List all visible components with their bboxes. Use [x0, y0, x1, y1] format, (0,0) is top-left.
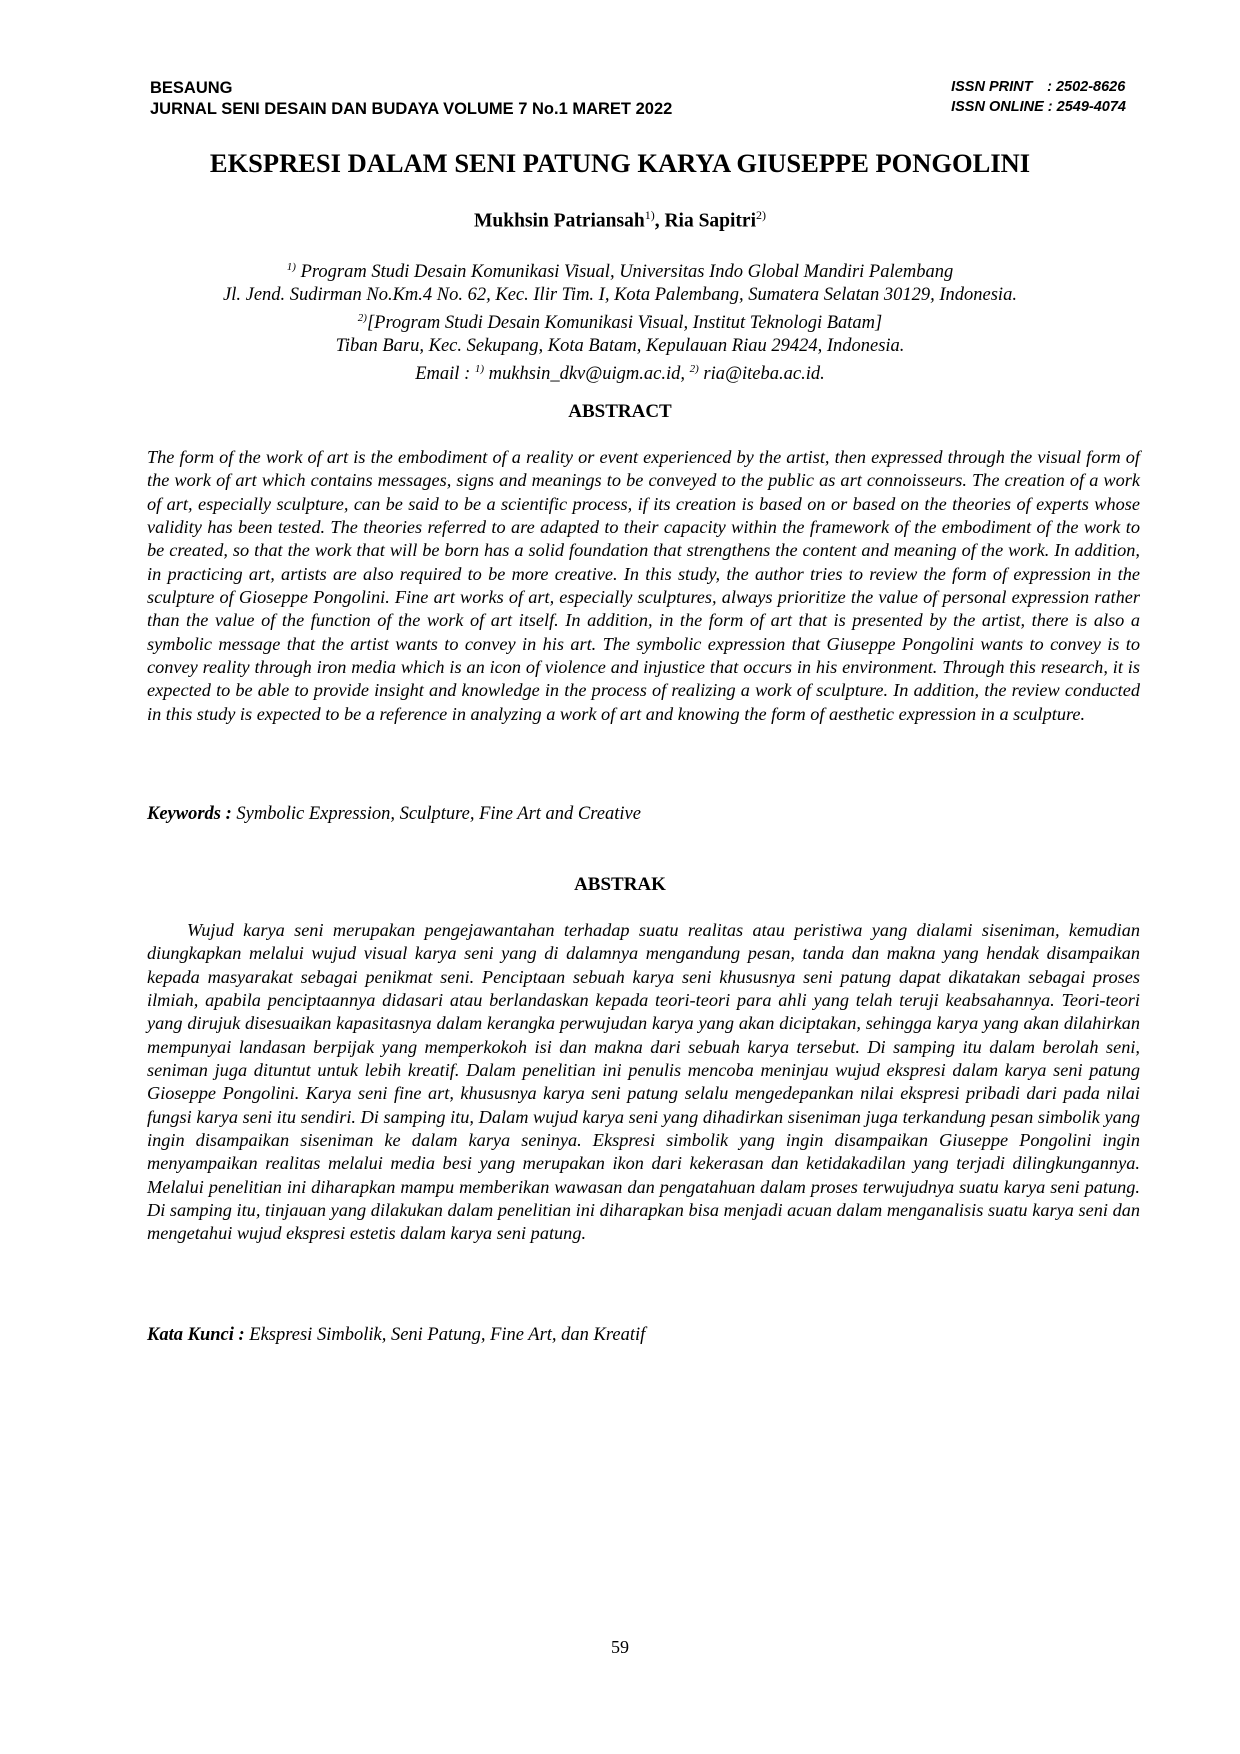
- abstrak-heading: ABSTRAK: [574, 874, 666, 895]
- email-address[interactable]: ria@iteba.ac.id.: [698, 364, 825, 385]
- kata-kunci-label: Kata Kunci :: [147, 1325, 250, 1345]
- issn-online-row: [951, 97, 1126, 117]
- keywords-label: Keywords :: [147, 804, 237, 824]
- affiliation-2-line-1: [0, 307, 1240, 335]
- issn-print-row: [951, 77, 1126, 97]
- author-affiliation-mark: 2): [756, 208, 766, 222]
- issn-print-label: ISSN PRINT: [951, 79, 1033, 95]
- author-name: Ria Sapitri: [664, 210, 756, 232]
- abstract-text: The form of the work of art is the embodiment of a reality or event experienced by the artist, then expressed through the visual form of the work of art which contains messages, signs and meanings to be conveyed to the public as art connoisseurs. The creation of a work of art, especially sculpture, can be said to be a scientific process, if its creation is based on or based on the theories of experts whose validity has been tested. The theories referred to are adapted to their capacity within the framework of the embodiment of the work to be created, so that the work that will be born has a solid foundation that strengthens the content and meaning of the work. In addition, in practicing art, artists are also required to be more creative. In this study, the author tries to review the form of expression in the sculpture of Gioseppe Pongolini. Fine art works of art, especially sculptures, always prioritize the value of personal expression rather than the value of the function of the work of art itself. In addition, in the form of art that is presented by the artist, there is also a symbolic message that the artist wants to convey in his art. The symbolic expression that Giuseppe Pongolini wants to convey is to convey reality through iron media which is an icon of violence and injustice that occurs in his environment. Through this research, it is expected to be able to provide insight and knowledge in the process of realizing a work of sculpture. In addition, the review conducted in this study is expected to be a reference in analyzing a work of art and knowing the form of aesthetic expression in a sculpture.: [147, 447, 1140, 724]
- keywords-value: Symbolic Expression, Sculpture, Fine Art and Creative: [236, 804, 641, 824]
- journal-name: BESAUNG: [150, 79, 233, 97]
- email-prefix: Email :: [415, 364, 475, 385]
- journal-volume: JURNAL SENI DESAIN DAN BUDAYA VOLUME 7 No.1 MARET 2022: [150, 100, 673, 118]
- email-mark: 2): [689, 363, 699, 376]
- affiliation-text: Program Studi Desain Komunikasi Visual, Universitas Indo Global Mandiri Palembang: [295, 262, 954, 283]
- kata-kunci-value: Ekspresi Simbolik, Seni Patung, Fine Art, dan Kreatif: [249, 1325, 646, 1345]
- abstrak-text: Wujud karya seni merupakan pengejawantahan terhadap suatu realitas atau peristiwa yang dialami siseniman, kemudian diungkapkan melalui wujud visual karya seni yang di dalamnya mengandung pesan, tanda dan makna yang hendak disampaikan kepada masyarakat sebagai penikmat seni. Penciptaan sebuah karya seni khususnya seni patung dapat dikatakan sebagai proses ilmiah, apabila penciptaannya didasari atau berlandaskan kepada teori-teori para ahli yang telah teruji keabsahannya. Teori-teori yang dirujuk disesuaikan kapasitasnya dalam kerangka perwujudan karya yang akan diciptakan, sehingga karya yang akan dilahirkan mempunyai landasan berpijak yang memperkokoh isi dan makna dari sebuah karya tersebut. Di samping itu dalam berolah seni, seniman juga dituntut untuk lebih kreatif. Dalam penelitian ini penulis mencoba meninjau wujud ekspresi dalam karya seni patung Gioseppe Pongolini. Karya seni fine art, khususnya karya seni patung selalu mengedepankan nilai ekspresi pribadi dari pada nilai fungsi karya seni itu sendiri. Di samping itu, Dalam wujud karya seni yang dihadirkan siseniman juga terkandung pesan simbolik yang ingin disampaikan siseniman ke dalam karya seninya. Ekspresi simbolik yang ingin disampaikan Giuseppe Pongolini ingin menyampaikan realitas melalui media besi yang merupakan ikon dari kekerasan dan ketidakadilan yang terjadi dilingkungannya. Melalui penelitian ini diharapkan mampu memberikan wawasan dan pengatahuan dalam proses terwujudnya suatu karya seni patung. Di samping itu, tinjauan yang dilakukan dalam penelitian ini diharapkan bisa menjadi acuan dalam menganalisis suatu karya seni dan mengetahui wujud ekspresi estetis dalam karya seni patung.: [147, 920, 1140, 1244]
- email-address[interactable]: mukhsin_dkv@uigm.ac.id,: [484, 364, 690, 385]
- article-title: EKSPRESI DALAM SENI PATUNG KARYA GIUSEPPE PONGOLINI: [209, 148, 1031, 178]
- affiliation-mark: 2): [357, 312, 367, 325]
- affiliation-2-line-2: Tiban Baru, Kec. Sekupang, Kota Batam, Kepulauan Riau 29424, Indonesia.: [335, 336, 905, 357]
- author-separator: ,: [654, 210, 665, 232]
- affiliation-1-line-2: Jl. Jend. Sudirman No.Km.4 No. 62, Kec. Ilir Tim. I, Kota Palembang, Sumatera Selatan 30129, Indonesia.: [223, 285, 1017, 306]
- author-list: [0, 203, 1240, 234]
- author-affiliation-mark: 1): [644, 208, 655, 222]
- journal-header: [150, 78, 672, 120]
- issn-print-value: : 2502-8626: [1047, 79, 1126, 95]
- page-number: 59: [611, 1637, 629, 1657]
- email-line: [0, 358, 1240, 386]
- issn-online-value: : 2549-4074: [1047, 99, 1126, 115]
- issn-info: [951, 77, 1126, 117]
- author-name: Mukhsin Patriansah: [474, 210, 645, 232]
- affiliation-1-line-1: [0, 256, 1240, 284]
- affiliations: [0, 256, 1240, 386]
- abstract-heading: ABSTRACT: [568, 401, 672, 422]
- email-mark: 1): [474, 363, 485, 376]
- affiliation-text: [Program Studi Desain Komunikasi Visual, Institut Teknologi Batam]: [366, 313, 883, 334]
- issn-online-label: ISSN ONLINE: [951, 99, 1044, 115]
- abstract-keywords: [147, 802, 1140, 826]
- affiliation-mark: 1): [286, 261, 296, 273]
- abstrak-keywords: [147, 1323, 1140, 1347]
